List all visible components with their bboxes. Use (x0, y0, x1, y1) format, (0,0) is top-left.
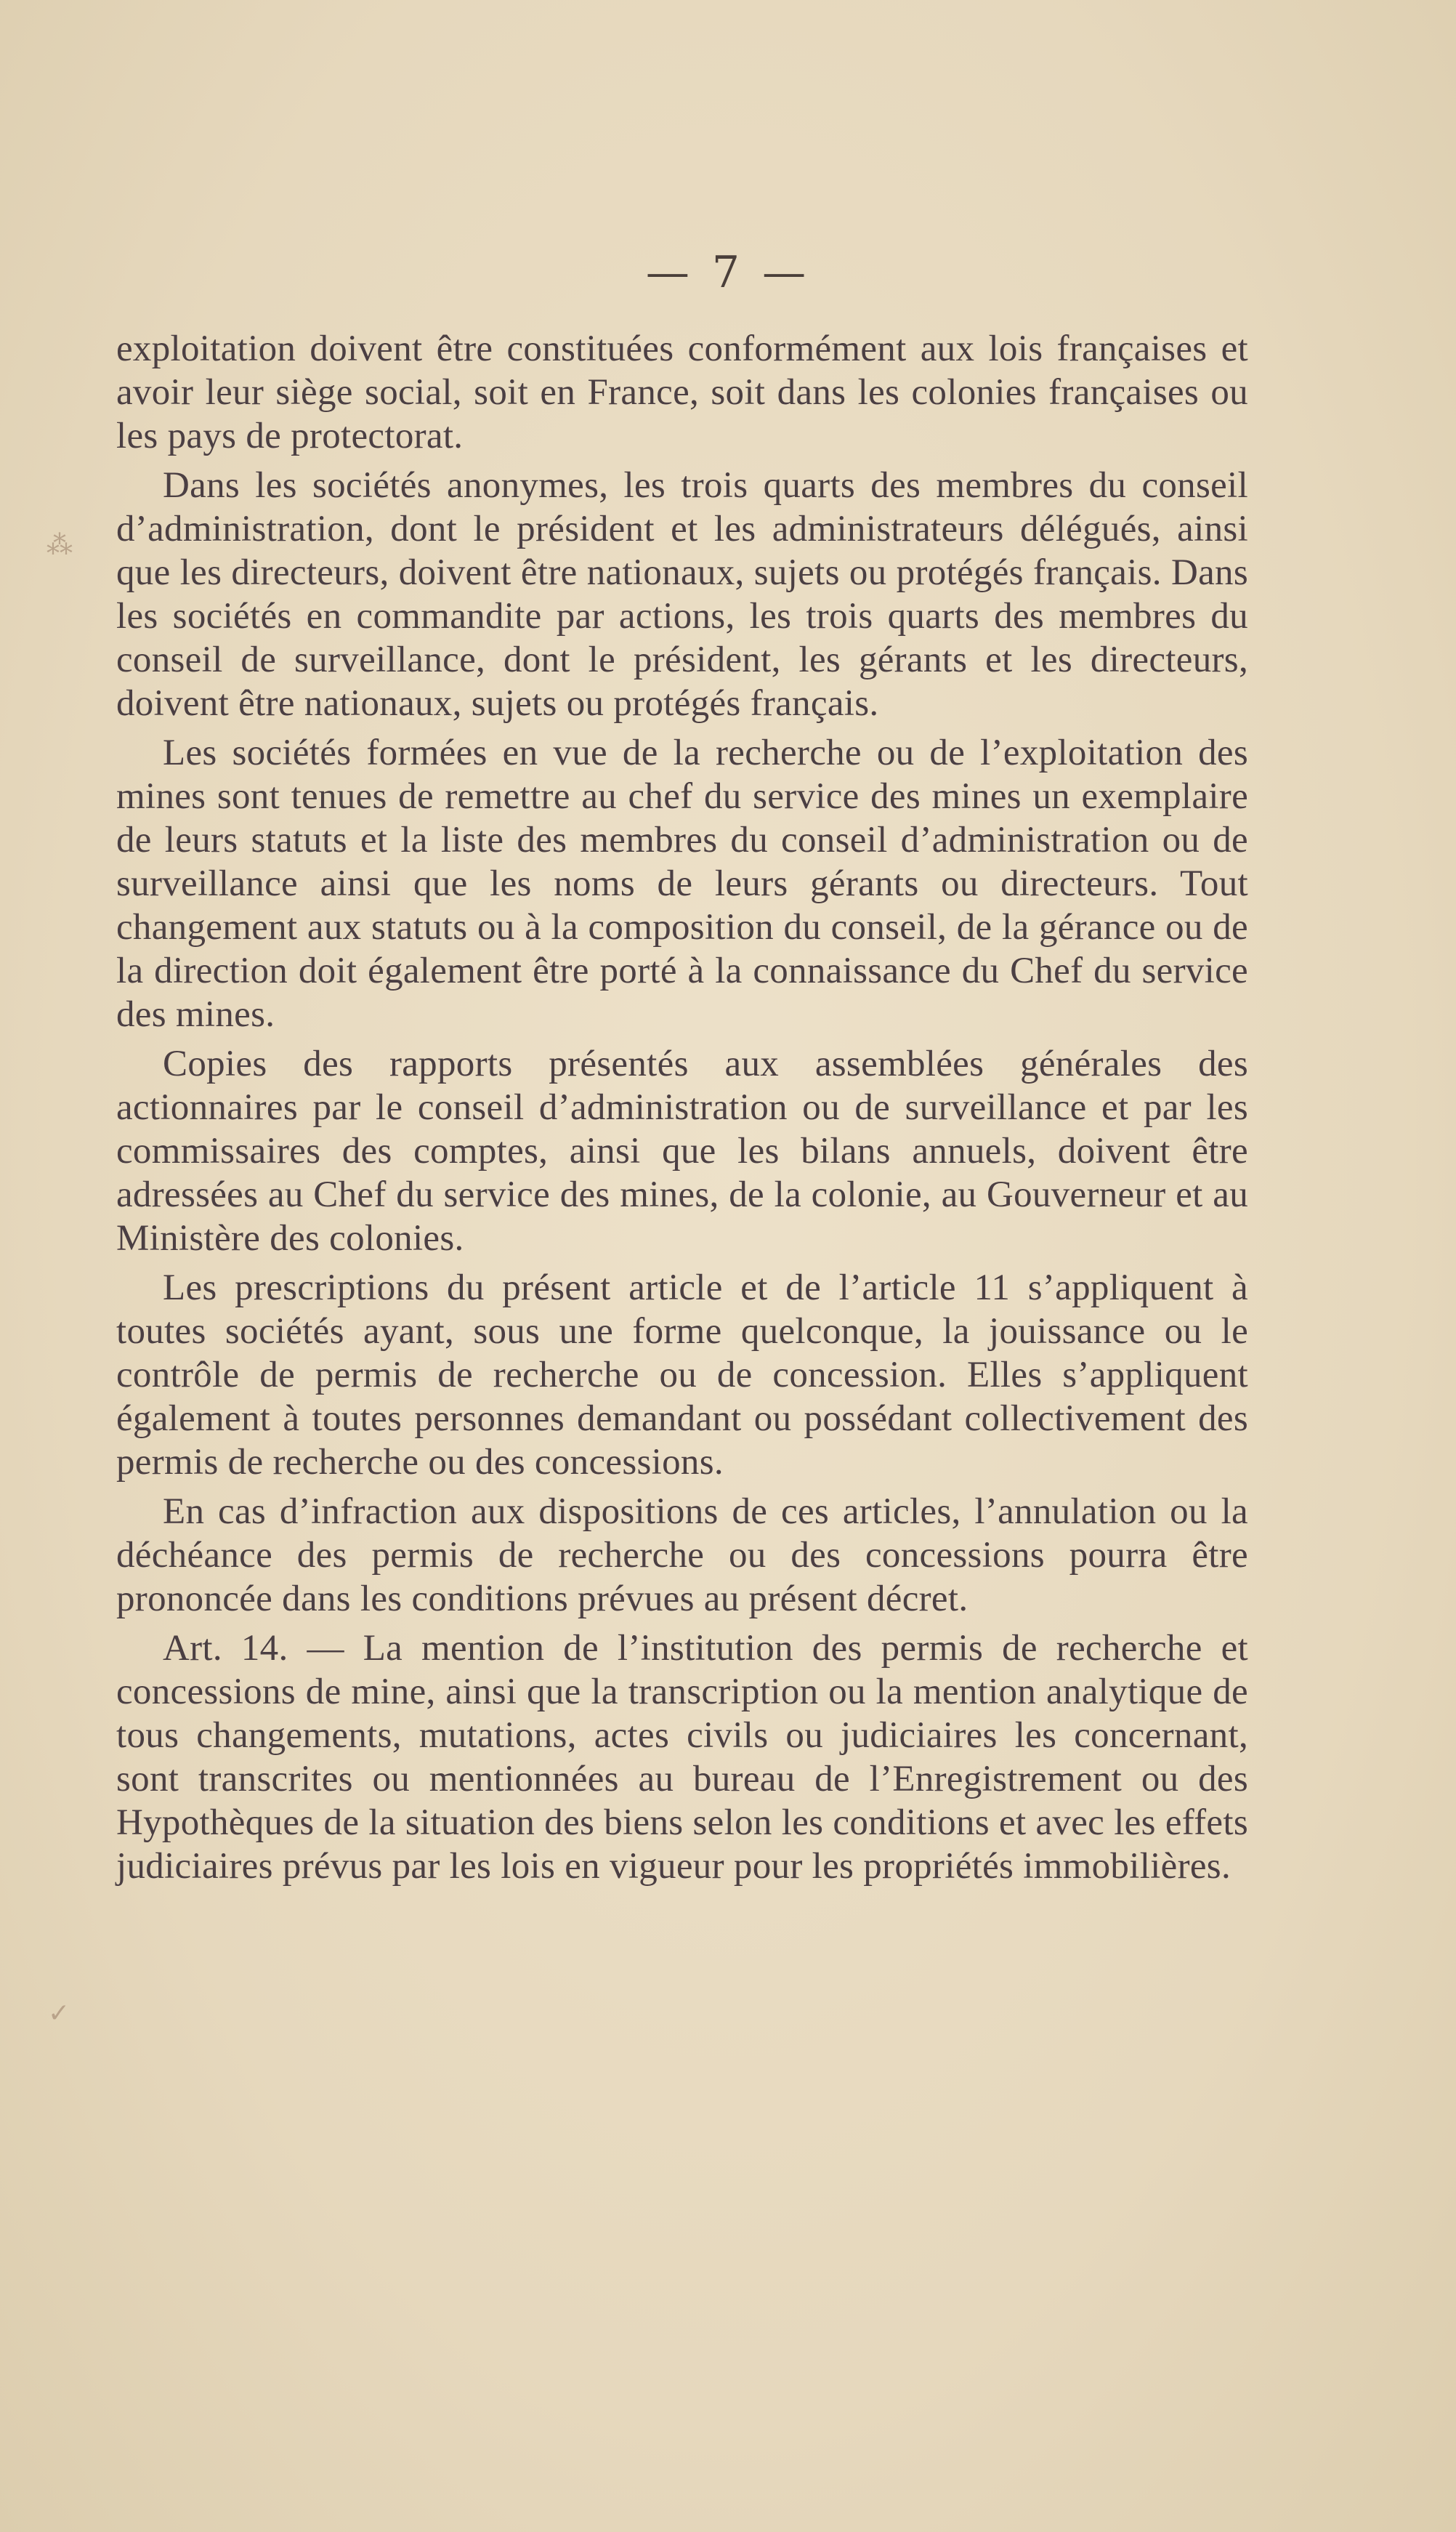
paragraph: exploitation doivent être constituées conformément aux lois françaises et avoir leur siège social, soit en France, soit dans les colonies françaises ou les pays de protectorat. (116, 328, 1248, 456)
paragraph: Dans les sociétés anonymes, les trois quarts des membres du conseil d’administration, dont le président et les administrateurs délégués, ainsi que les directeurs, doivent être nationaux, sujets ou protégés français. Dans les sociétés en commandite par actions, les trois quarts des membres du conseil de surveillance, dont le président, les gérants et les directeurs, doivent être nationaux, sujets ou protégés français. (116, 465, 1248, 724)
paragraph: Copies des rapports présentés aux assemblées générales des actionnaires par le conseil d’administration ou de surveillance et par les commissaires des comptes, ainsi que les bilans annuels, doivent être adressées au Chef du service des mines, de la colonie, au Gouverneur et au Ministère des colonies. (116, 1044, 1248, 1259)
page-number: — 7 — (645, 247, 811, 298)
paragraph: En cas d’infraction aux dispositions de ces articles, l’annulation ou la déchéance des permis de recherche ou des concessions pourra être prononcée dans les conditions prévues au présent décret. (116, 1491, 1248, 1619)
margin-mark: ⁂ (46, 531, 73, 560)
article-14-paragraph: Art. 14. — La mention de l’institution des permis de recherche et concessions de mine, ainsi que la transcription ou la mention analytique de tous changements, mutations, actes civils ou judiciaires les concernant, sont transcrites ou mentionnées au bureau de l’Enregistrement ou des Hypothèques de la situation des biens selon les conditions et avec les effets judiciaires prévus par les lois en vigueur pour les propriétés immobilières. (116, 1628, 1248, 1887)
body-text (116, 327, 1248, 1894)
margin-mark: ✓ (48, 1999, 70, 2028)
paragraph: Les sociétés formées en vue de la recherche ou de l’exploitation des mines sont tenues de remettre au chef du service des mines un exemplaire de leurs statuts et la liste des membres du conseil d’administration ou de surveillance ainsi que les noms de leurs gérants ou directeurs. Tout changement aux statuts ou à la composition du conseil, de la gérance ou de la direction doit également être porté à la connaissance du Chef du service des mines. (116, 733, 1248, 1035)
paragraph: Les prescriptions du présent article et de l’article 11 s’appliquent à toutes sociétés ayant, sous une forme quelconque, la jouissance ou le contrôle de permis de recherche ou de concession. Elles s’appliquent également à toutes personnes demandant ou possédant collectivement des permis de recherche ou des concessions. (116, 1267, 1248, 1483)
